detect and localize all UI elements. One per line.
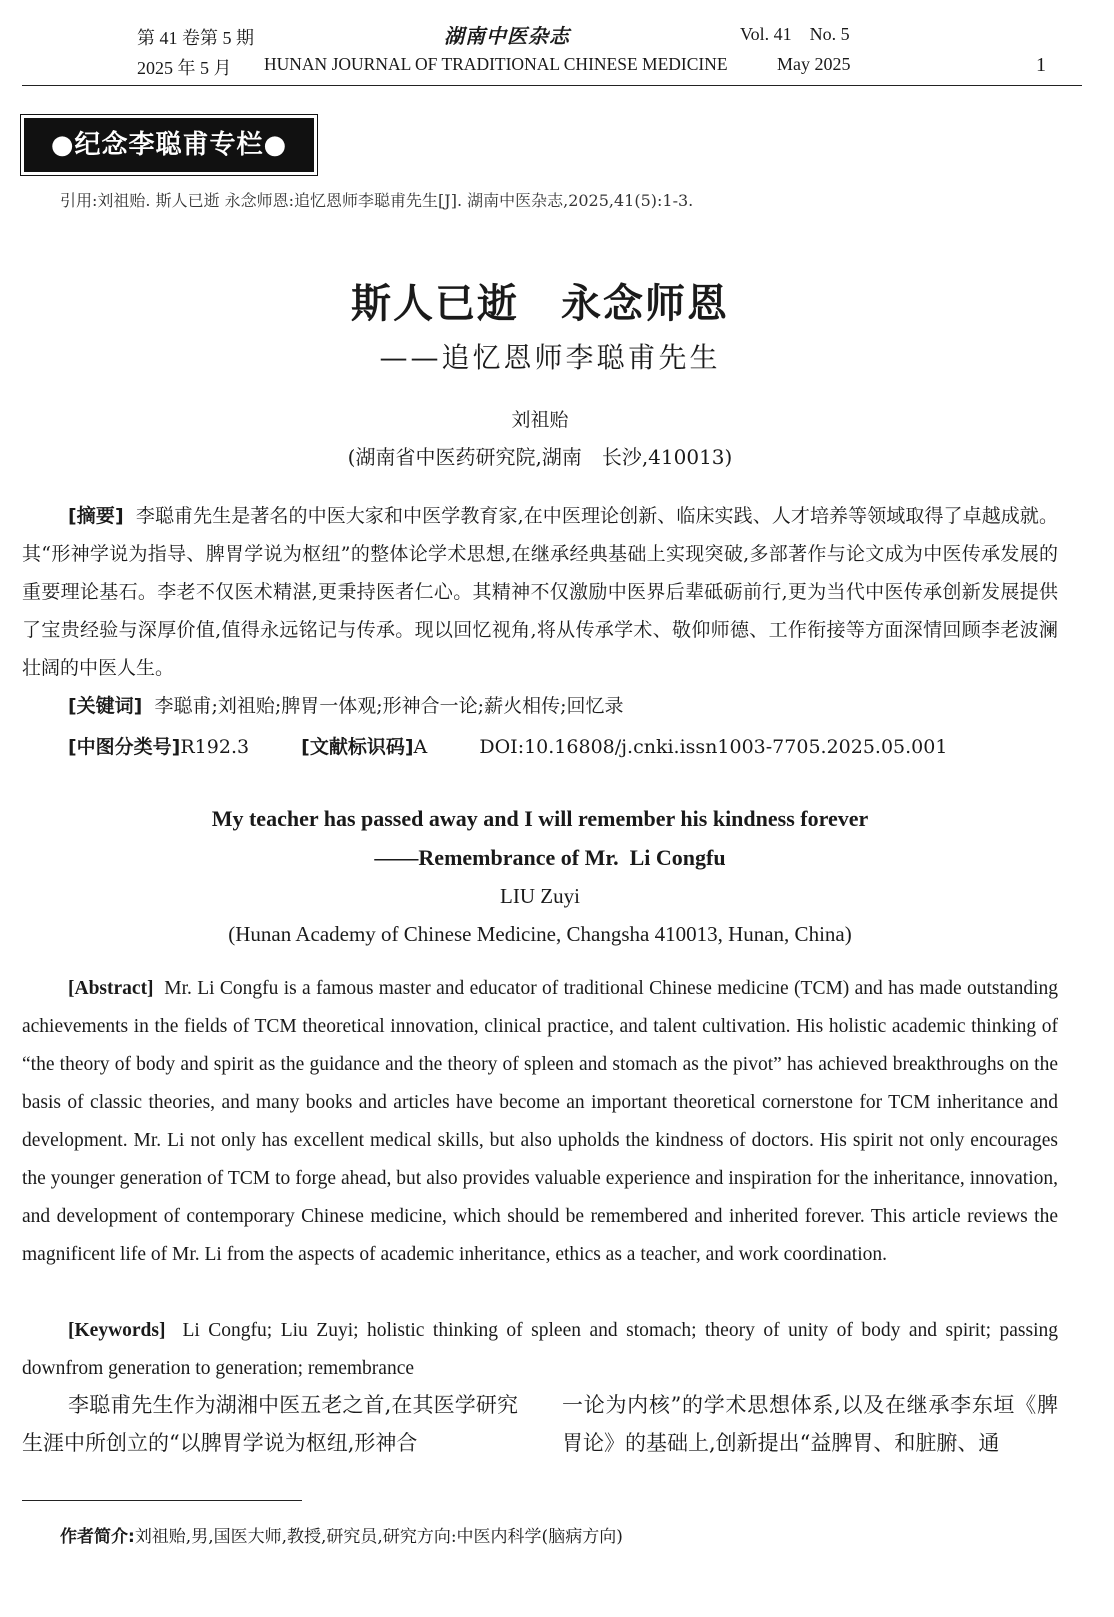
body-column-left: 李聪甫先生作为湖湘中医五老之首,在其医学研究生涯中所创立的“以脾胃学说为枢纽,形神合 bbox=[22, 1393, 518, 1455]
abstract-en-text: Mr. Li Congfu is a famous master and educator of traditional Chinese medicine (TCM) and has made outstanding achievements in the fields of TCM theoretical innovation, clinical practice, and talent cultivation. His holistic academic thinking of “the theory of body and spirit as the guidance and the theory of spleen and stomach as the pivot” has achieved breakthroughs on the basis of classic theories, and many books and articles have become an important theoretical cornerstone for TCM inheritance and development. Mr. Li not only has excellent medical skills, but also upholds the kindness of doctors. His spirit not only encourages the younger generation of TCM to forge ahead, but also provides valuable experience and inspiration for the inheritance, innovation, and development of contemporary Chinese medicine, which should be remembered and inherited forever. This article reviews the magnificent life of Mr. Li from the aspects of academic inheritance, ethics as a teacher, and work coordination. bbox=[22, 978, 1058, 1265]
header-volume-en: Vol. 41 No. 5 bbox=[740, 24, 850, 44]
header-date-cn: 2025 年 5 月 bbox=[137, 58, 232, 78]
header-volume-issue-cn: 第 41 卷第 5 期 bbox=[137, 28, 254, 48]
article-author: 刘祖贻 bbox=[511, 409, 569, 431]
english-author: LIU Zuyi bbox=[500, 884, 580, 908]
keywords-cn bbox=[22, 687, 1058, 725]
article-title: 斯人已逝 永念师恩 bbox=[351, 281, 729, 327]
doi: DOI:10.16808/j.cnki.issn1003-7705.2025.05.001 bbox=[479, 736, 948, 758]
english-affiliation: (Hunan Academy of Chinese Medicine, Changsha 410013, Hunan, China) bbox=[228, 922, 852, 946]
column-banner-label: ●纪念李聪甫专栏● bbox=[50, 130, 288, 160]
abstract-cn-label: [摘要] bbox=[68, 505, 124, 527]
keywords-en-text: Li Congfu; Liu Zuyi; holistic thinking of spleen and stomach; theory of unity of body and spirit; passing downfrom generation to generation; remembrance bbox=[22, 1320, 1059, 1379]
header-date-en: May 2025 bbox=[777, 54, 851, 74]
classification-line bbox=[68, 732, 947, 759]
clc-label: [中图分类号] bbox=[68, 736, 181, 758]
body-column-right: 一论为内核”的学术思想体系,以及在继承李东垣《脾胃论》的基础上,创新提出“益脾胃、和脏腑、通 bbox=[562, 1393, 1058, 1455]
english-title: My teacher has passed away and I will remember his kindness forever bbox=[211, 806, 869, 831]
keywords-cn-label: [关键词] bbox=[68, 695, 143, 717]
footnote-label: 作者简介: bbox=[60, 1527, 135, 1547]
doc-code-label: [文献标识码] bbox=[301, 736, 414, 758]
doc-code-value: A bbox=[413, 736, 428, 758]
header-journal-en: HUNAN JOURNAL OF TRADITIONAL CHINESE MEDICINE bbox=[264, 54, 728, 74]
column-banner bbox=[24, 118, 314, 172]
abstract-en bbox=[22, 970, 1058, 1274]
article-subtitle: ——追忆恩师李聪甫先生 bbox=[379, 341, 721, 374]
clc-value: R192.3 bbox=[180, 736, 250, 758]
abstract-cn bbox=[22, 497, 1058, 687]
keywords-en-label: [Keywords] bbox=[68, 1320, 166, 1341]
header-rule bbox=[22, 85, 1082, 86]
keywords-en bbox=[22, 1312, 1058, 1388]
citation: 引用:刘祖贻. 斯人已逝 永念师恩:追忆恩师李聪甫先生[J]. 湖南中医杂志,2025,41(5):1-3. bbox=[60, 191, 694, 210]
footnote-text: 刘祖贻,男,国医大师,教授,研究员,研究方向:中医内科学(脑病方向) bbox=[134, 1527, 623, 1547]
journal-logo: 湖南中医杂志 bbox=[444, 24, 570, 48]
footnote-rule bbox=[22, 1500, 302, 1501]
footnote bbox=[60, 1522, 623, 1547]
abstract-cn-text: 李聪甫先生是著名的中医大家和中医学教育家,在中医理论创新、临床实践、人才培养等领域取得了卓越成就。其“形神学说为指导、脾胃学说为枢纽”的整体论学术思想,在继承经典基础上实现突破,多部著作与论文成为中医传承发展的重要理论基石。李老不仅医术精湛,更秉持医者仁心。其精神不仅激励中医界后辈砥砺前行,更为当代中医传承创新发展提供了宝贵经验与深厚价值,值得永远铭记与传承。现以回忆视角,将从传承学术、敬仰师德、工作衔接等方面深情回顾李老波澜壮阔的中医人生。 bbox=[22, 505, 1058, 679]
page-number: 1 bbox=[1036, 54, 1046, 76]
keywords-cn-text: 李聪甫;刘祖贻;脾胃一体观;形神合一论;薪火相传;回忆录 bbox=[154, 695, 624, 717]
article-affiliation: (湖南省中医药研究院,湖南 长沙,410013) bbox=[347, 445, 733, 469]
abstract-en-label: [Abstract] bbox=[68, 978, 154, 999]
english-subtitle: ——Remembrance of Mr. Li Congfu bbox=[374, 845, 726, 870]
